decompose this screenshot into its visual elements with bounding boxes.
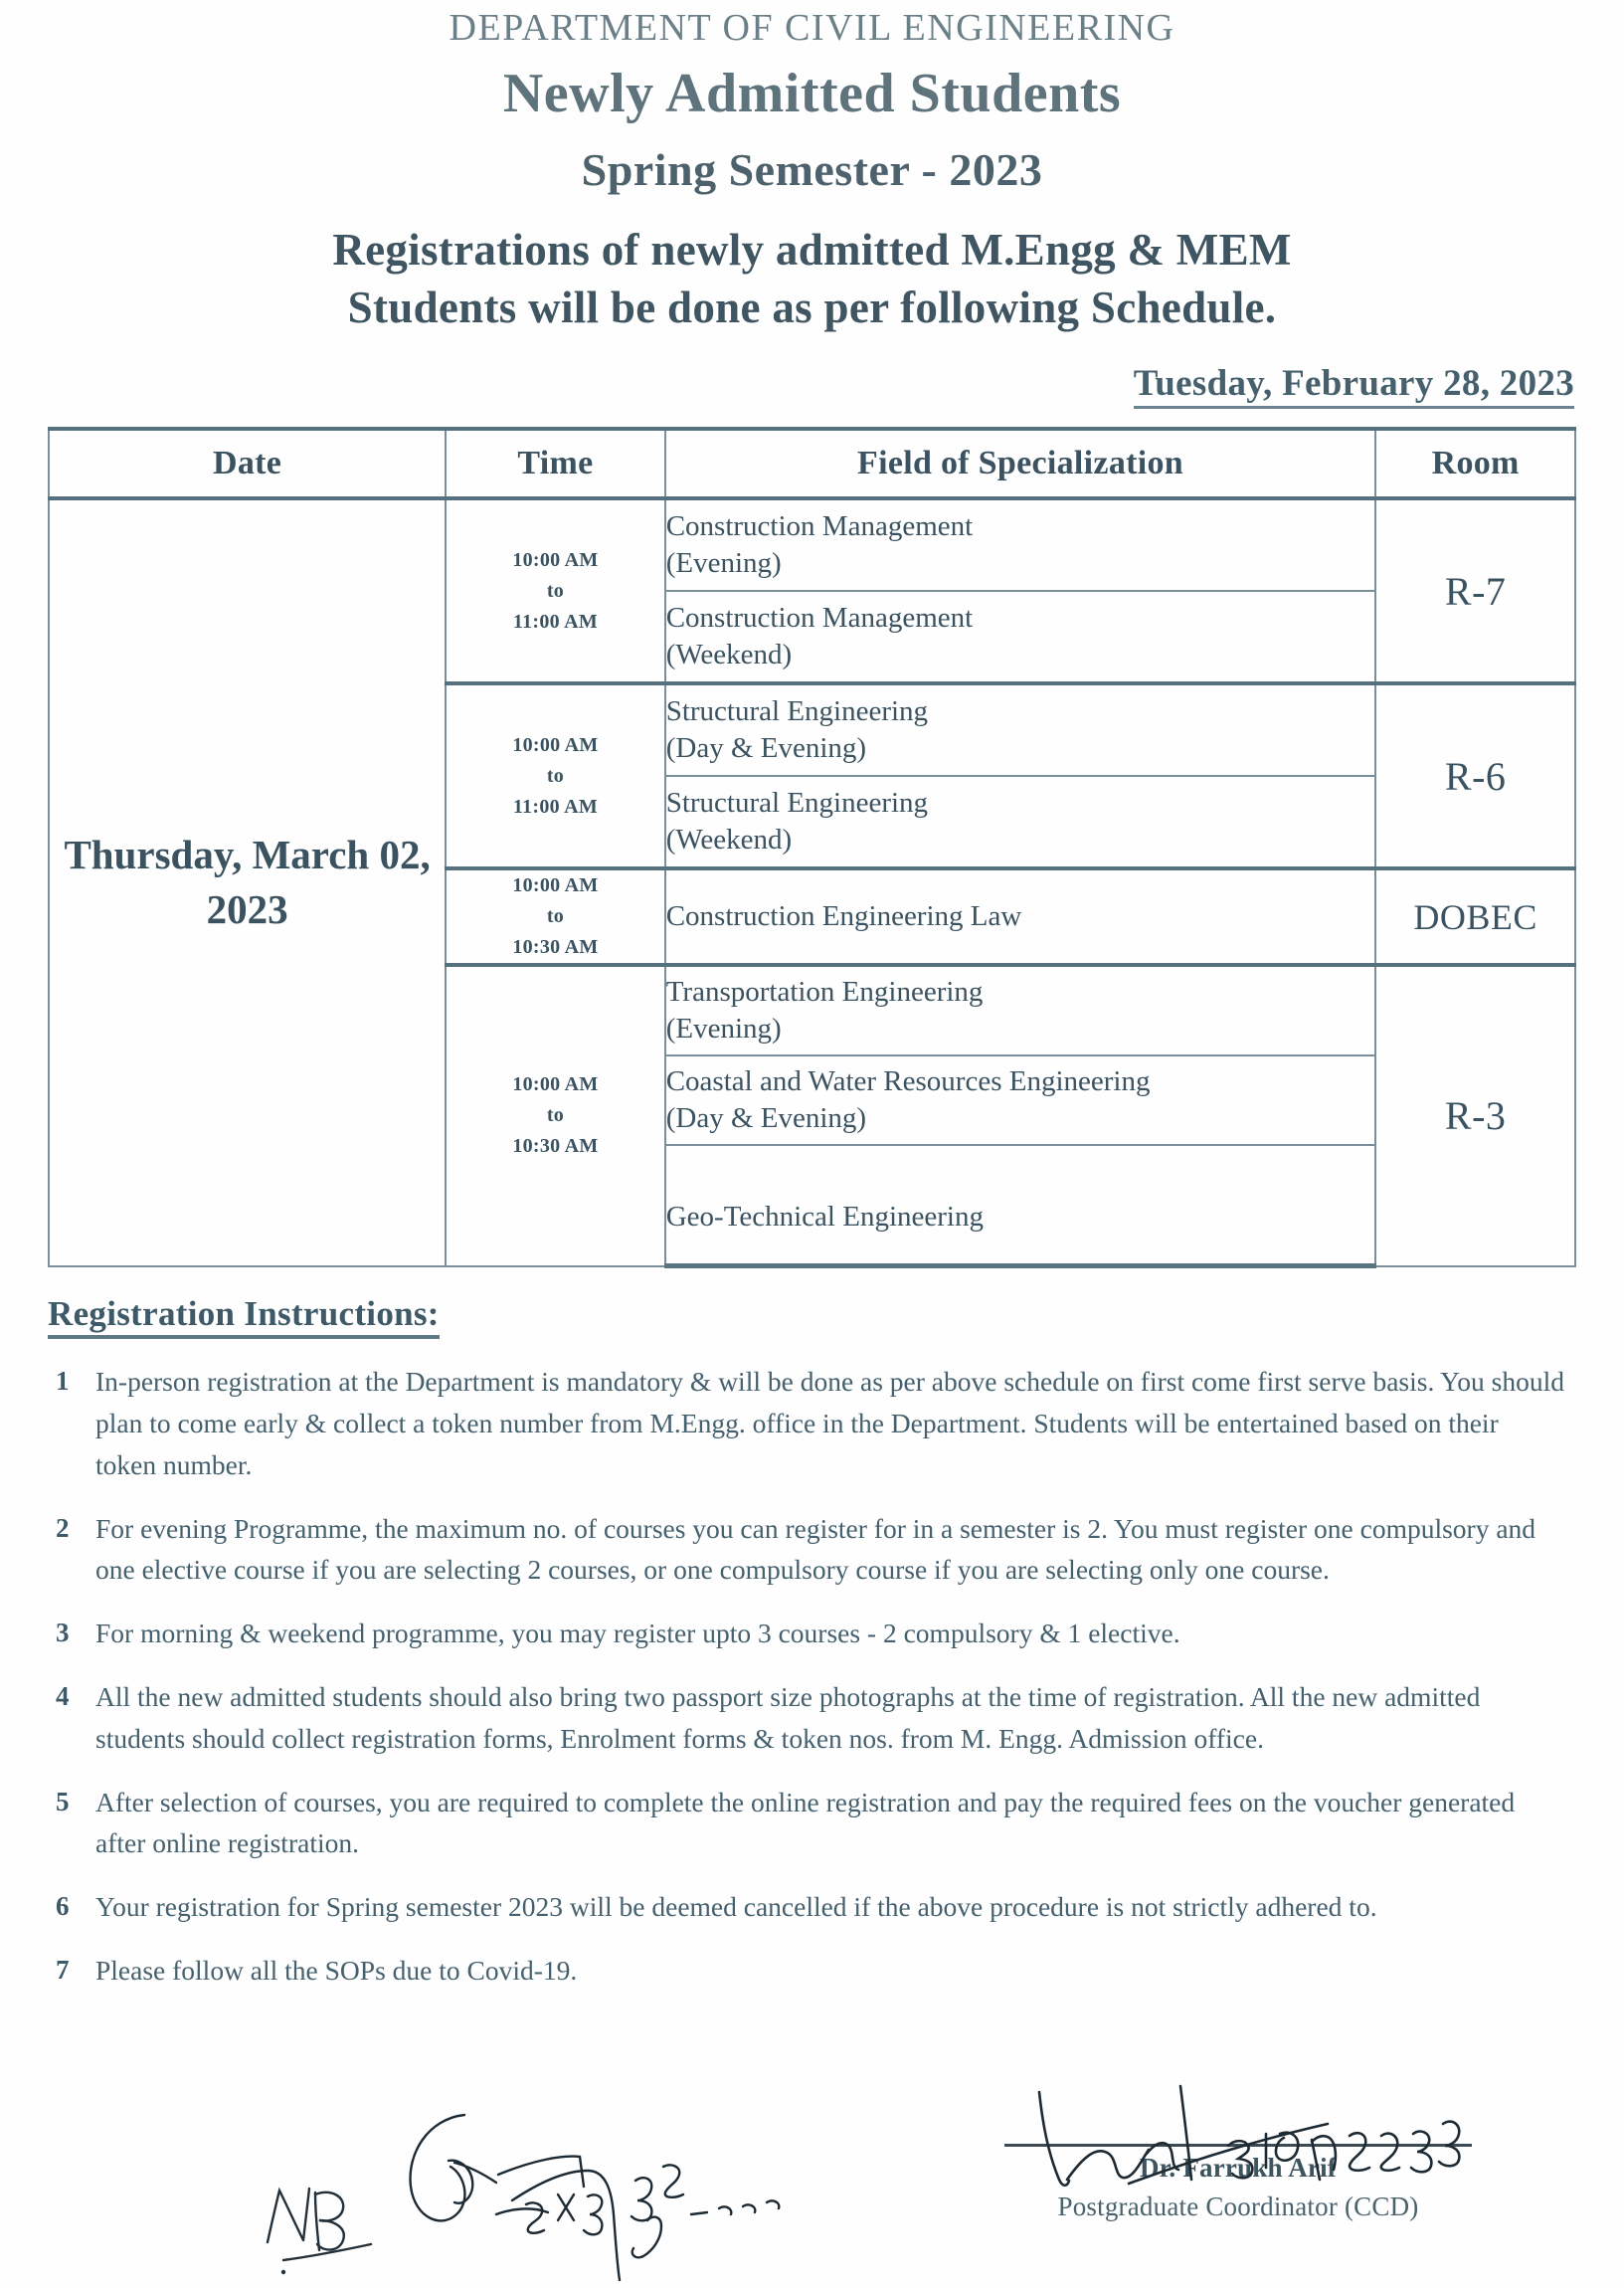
time-start: 10:00 AM [512,874,599,897]
time-sep: to [546,579,565,602]
time-start: 10:00 AM [512,733,599,756]
time-end: 11:00 AM [512,610,599,633]
list-item-text: In-person registration at the Department is mandatory & will be done as per above schedule on first come first serve basis. You should plan to come early & collect a token number from M.Engg. office in the Department. Students will be entertained based on their token number. [95,1366,1565,1480]
column-header-time: Time [446,429,665,498]
cell-time-group-0 [446,498,665,683]
time-start: 10:00 AM [512,1073,599,1096]
cell-room-group-1: R-6 [1375,683,1575,868]
time-sep: to [546,905,565,928]
column-header-date: Date [49,429,446,498]
schedule-table [48,427,1576,1268]
list-item-text: Your registration for Spring semester 2023 will be deemed cancelled if the above procedure is not strictly adhered to. [95,1891,1377,1923]
list-item-text: All the new admitted students should also bring two passport size photographs at the time of registration. All the new admitted students should collect registration forms, Enrolment forms & token nos. from M. Engg. Admission office. [95,1680,1481,1754]
time-start: 10:00 AM [512,548,599,571]
semester-subtitle: Spring Semester - 2023 [581,144,1043,195]
list-item [48,1886,1564,1928]
notice-line-1: Registrations of newly admitted M.Engg & MEM [332,225,1292,275]
cell-room-group-0: R-7 [1375,498,1575,683]
table-header-row [49,429,1575,498]
notice-line-2: Students will be done as per following Schedule. [347,282,1277,332]
issue-date-line [0,362,1624,405]
list-item [48,1508,1564,1592]
time-end: 10:30 AM [512,936,599,959]
schedule-table-wrapper [48,427,1576,1268]
cell-field-2-0: Construction Engineering Law [665,868,1376,965]
cell-field-1-1: Structural Engineering (Weekend) [665,776,1376,868]
list-item [48,1361,1564,1485]
cell-field-0-0: Construction Management (Evening) [665,498,1376,591]
list-item-text: Please follow all the SOPs due to Covid-19. [95,1954,578,1986]
signature-rule [1004,2144,1472,2147]
instructions-section [0,1268,1624,1992]
list-item [48,1676,1564,1760]
handwritten-signature-left [393,2109,820,2283]
handwritten-note-nb [254,2179,403,2288]
instructions-list [48,1361,1564,1992]
list-item-text: After selection of courses, you are required to complete the online registration and pay the required fees on the voucher generated after online registration. [95,1786,1516,1859]
list-item-number: 5 [56,1786,70,1816]
list-item-number: 1 [56,1366,70,1397]
instructions-heading: Registration Instructions: [48,1294,440,1339]
list-item-number: 2 [56,1512,70,1543]
cell-time-group-3 [446,965,665,1266]
list-item-number: 7 [56,1954,70,1985]
cell-time-group-1 [446,683,665,868]
signature-block [1004,2144,1472,2222]
list-item [48,1782,1564,1865]
cell-room-group-2: DOBEC [1375,868,1575,965]
list-item-number: 6 [56,1891,70,1922]
time-end: 10:30 AM [512,1135,599,1158]
column-header-room: Room [1375,429,1575,498]
cell-field-3-2: Geo-Technical Engineering [665,1145,1376,1266]
list-item-text: For evening Programme, the maximum no. of courses you can register for in a semester is 2. You must register one compulsory and one elective course if you are selecting 2 courses, or one compulsory course if you are selecting only one course. [95,1512,1536,1586]
time-sep: to [546,1104,565,1127]
list-item-number: 4 [56,1680,70,1711]
time-end: 11:00 AM [512,795,599,818]
cell-field-0-1: Construction Management (Weekend) [665,591,1376,683]
cell-time-group-2 [446,868,665,965]
issue-date: Tuesday, February 28, 2023 [1134,363,1574,409]
list-item [48,1950,1564,1992]
signatory-title: Postgraduate Coordinator (CCD) [1057,2192,1419,2221]
table-row [49,498,1575,591]
list-item [48,1613,1564,1654]
cell-field-3-1: Coastal and Water Resources Engineering (Day & Evening) [665,1055,1376,1145]
signatory-name: Dr. Farrukh Arif [1140,2153,1337,2183]
cell-field-3-0: Transportation Engineering (Evening) [665,965,1376,1055]
list-item-text: For morning & weekend programme, you may register upto 3 courses - 2 compulsory & 1 elective. [95,1618,1180,1649]
cell-field-1-0: Structural Engineering (Day & Evening) [665,683,1376,776]
time-sep: to [546,764,565,787]
document-header [0,0,1624,336]
document-title-main: Newly Admitted Students [502,63,1122,124]
list-item-number: 3 [56,1618,70,1648]
column-header-field: Field of Specialization [665,429,1376,498]
cell-date-value: Thursday, March 02, 2023 [49,498,446,1266]
department-title: DEPARTMENT OF CIVIL ENGINEERING [449,7,1175,49]
cell-room-group-3: R-3 [1375,965,1575,1266]
